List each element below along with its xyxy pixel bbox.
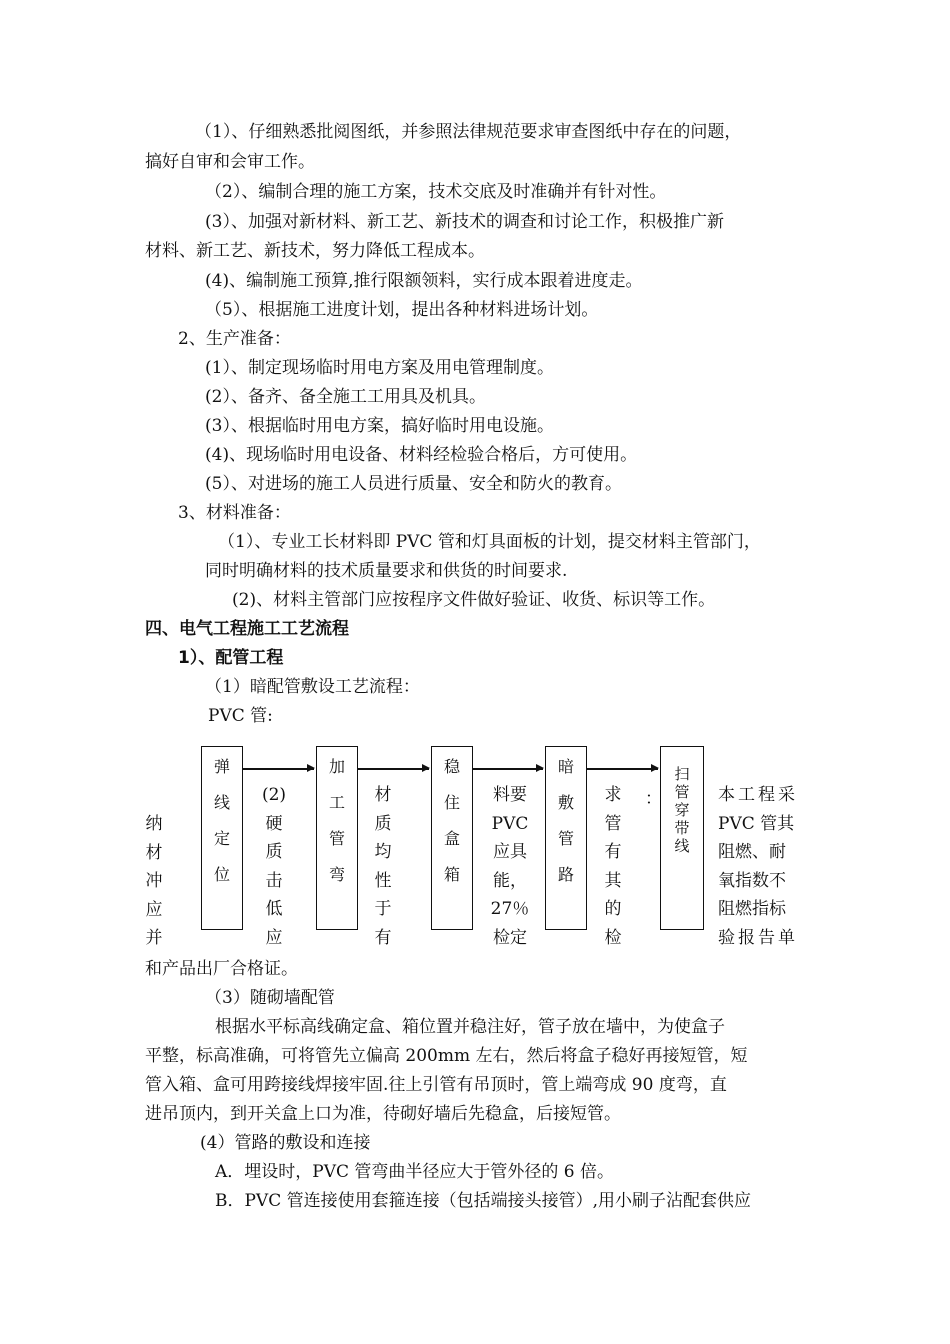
section-3-heading: 3、材料准备： <box>178 503 291 523</box>
flow-text-left: 纳材冲应并 <box>145 814 163 948</box>
para-4: (4)、编制施工预算,推行限额领料，实行成本跟着进度走。 <box>205 271 643 291</box>
flow-arrow-1 <box>243 768 314 770</box>
flow-text-c-6: 检定 <box>493 927 527 948</box>
flow-box-2-label: 加工管弯 <box>328 757 345 884</box>
pipe-laying-heading: (4）管路的敷设和连接 <box>200 1133 371 1153</box>
wall-piping-heading: （3）随砌墙配管 <box>205 988 335 1008</box>
section-2-item-4: (4)、现场临时用电设备、材料经检验合格后，方可使用。 <box>205 445 638 465</box>
flow-arrow-3 <box>473 768 543 770</box>
wall-piping-line-3: 管入箱、盒可用跨接线焊接牢固.往上引管有吊顶时，管上端弯成 90 度弯，直 <box>145 1075 727 1095</box>
flow-text-c-5: 27％ <box>490 899 530 919</box>
flow-arrow-2 <box>358 768 429 770</box>
section-2-item-2: (2）、备齐、备全施工工用具及机具。 <box>205 387 486 407</box>
section-3-item-1b: 同时明确材料的技术质量要求和供货的时间要求. <box>205 561 568 581</box>
flow-text-c-3: 应具 <box>493 842 527 862</box>
chapter-heading: 四、电气工程施工工艺流程 <box>145 619 349 639</box>
flow-box-5-label: 扫管穿带线 <box>674 765 690 855</box>
flow-text-d: 求管有其的检 <box>604 785 622 948</box>
subsection-heading: 1）、配管工程 <box>178 648 284 668</box>
para-1a: （1）、仔细熟悉批阅图纸，并参照法律规范要求审查图纸中存在的问题， <box>195 122 742 142</box>
para-1b: 搞好自审和会审工作。 <box>145 152 315 172</box>
flow-box-5 <box>660 746 704 930</box>
flow-box-4 <box>545 746 587 930</box>
flow-text-right-2: PVC 管其 <box>718 813 795 834</box>
para-5: （5）、根据施工进度计划，提出各种材料进场计划。 <box>205 300 599 320</box>
section-2-item-1: (1）、制定现场临时用电方案及用电管理制度。 <box>205 358 554 378</box>
flow-box-1-label: 弹线定位 <box>213 757 230 884</box>
flow-box-2 <box>316 746 358 930</box>
para-3b: 材料、新工艺、新技术，努力降低工程成本。 <box>145 241 485 261</box>
section-3-item-1a: （1）、专业工长材料即 PVC 管和灯具面板的计划，提交材料主管部门， <box>218 532 761 552</box>
flow-text-right-4: 氧指数不 <box>718 870 786 891</box>
flow-box-1 <box>201 746 243 930</box>
flow-text-right-3: 阻燃、耐 <box>718 842 786 862</box>
flow-text-right-1: 本工程采 <box>718 785 798 805</box>
flow-text-e: ： <box>645 789 662 809</box>
wall-piping-line-4: 进吊顶内，到开关盒上口为准，待砌好墙后先稳盒，后接短管。 <box>145 1104 621 1124</box>
para-2: （2）、编制合理的施工方案，技术交底及时准确并有针对性。 <box>205 182 667 202</box>
flow-text-b: 材质均性于有 <box>374 785 392 948</box>
flow-text-right-5: 阻燃指标 <box>718 899 786 919</box>
flow-text-right-6: 验报告单 <box>718 927 798 948</box>
flow-text-c-1: 料要 <box>493 785 527 805</box>
section-3-item-2: (2)、材料主管部门应按程序文件做好验证、收货、标识等工作。 <box>232 590 716 610</box>
section-2-item-5: (5）、对进场的施工人员进行质量、安全和防火的教育。 <box>205 474 622 494</box>
flow-box-3-label: 稳住盒箱 <box>443 757 460 884</box>
flow-text-right <box>718 781 808 952</box>
flow-text-a: (2)硬质击低应 <box>261 785 287 948</box>
para-3a: (3）、加强对新材料、新工艺、新技术的调查和讨论工作，积极推广新 <box>205 212 724 232</box>
flow-continuation: 和产品出厂合格证。 <box>145 959 298 979</box>
flow-box-3 <box>431 746 473 930</box>
wall-piping-line-1: 根据水平标高线确定盒、箱位置并稳注好，管子放在墙中，为使盒子 <box>215 1017 725 1037</box>
flow-arrow-4 <box>587 768 658 770</box>
flow-box-4-label: 暗敷管路 <box>557 757 574 884</box>
flow-title: （1）暗配管敷设工艺流程： <box>205 677 420 697</box>
flow-pvc-label: PVC 管: <box>208 706 273 726</box>
section-2-item-3: (3）、根据临时用电方案，搞好临时用电设施。 <box>205 416 554 436</box>
flow-text-c-4: 能， <box>493 870 527 891</box>
wall-piping-line-2: 平整，标高准确，可将管先立偏高 200mm 左右，然后将盒子稳好再接短管，短 <box>145 1046 748 1066</box>
flow-text-c <box>487 781 533 952</box>
pipe-laying-item-a: A．埋设时，PVC 管弯曲半径应大于管外径的 6 倍。 <box>215 1162 615 1182</box>
section-2-heading: 2、生产准备： <box>178 329 291 349</box>
pipe-laying-item-b: B．PVC 管连接使用套箍连接（包括端接头接管）,用小刷子沾配套供应 <box>215 1191 752 1211</box>
flow-text-c-2: PVC <box>491 813 529 834</box>
